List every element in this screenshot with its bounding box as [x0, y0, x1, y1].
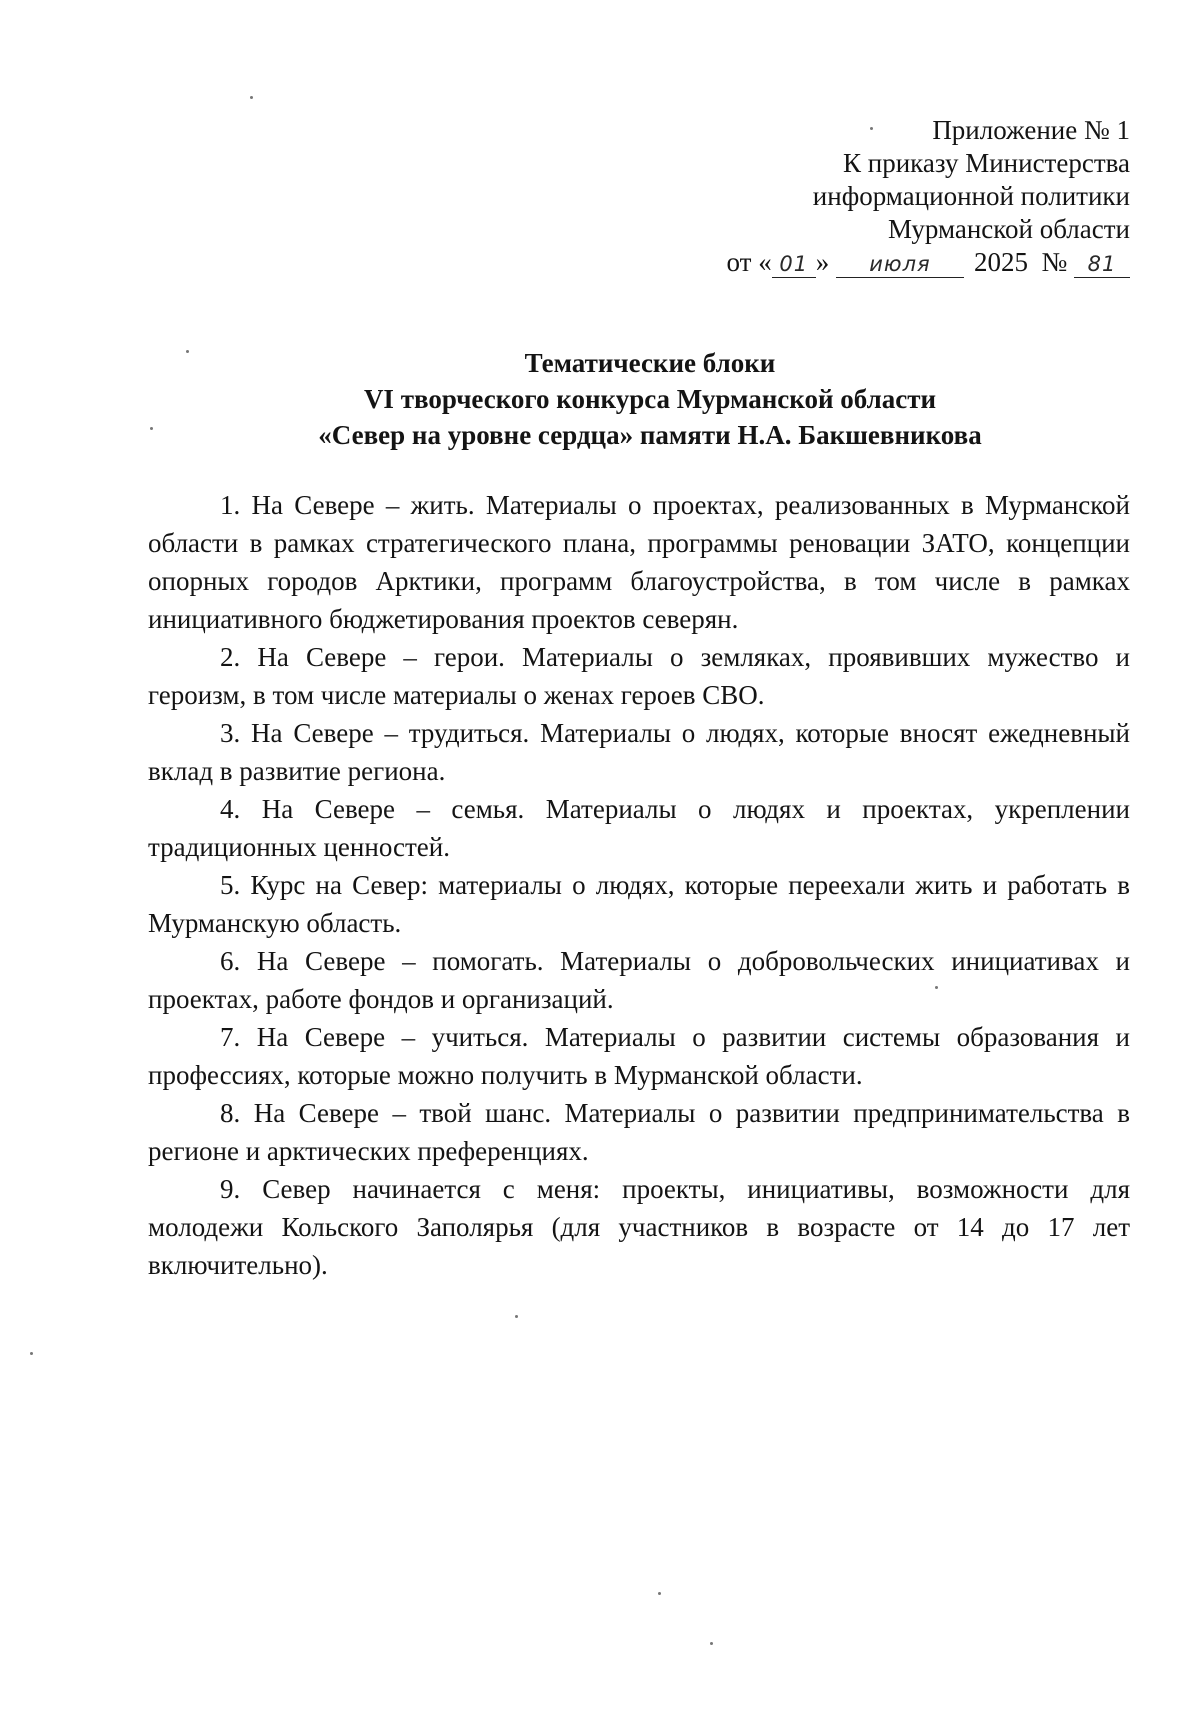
list-item: 2. На Севере – герои. Материалы о земляках, проявивших мужество и героизм, в том числе материалы о женах героев СВО.: [148, 642, 1130, 710]
list-item: 1. На Севере – жить. Материалы о проектах, реализованных в Мурманской области в рамках стратегического плана, программы реновации ЗАТО, концепции опорных городов Арктики, программ благоустройства, в том числе в рамках инициативного бюджетирования проектов северян.: [148, 490, 1130, 634]
order-line: К приказу Министерства: [843, 148, 1130, 178]
scan-speck: [250, 96, 253, 99]
document-title: [100, 345, 1200, 453]
date-day-value: 01: [779, 252, 809, 276]
number-sign: №: [1041, 247, 1068, 277]
scan-speck: [935, 986, 938, 989]
date-prefix: от «: [726, 247, 772, 277]
scan-speck: [150, 427, 153, 430]
scan-speck: [186, 350, 189, 353]
date-year: 2025: [973, 247, 1028, 277]
list-item: 9. Север начинается с меня: проекты, инициативы, возможности для молодежи Кольского Заполярья (для участников в возрасте от 14 до 17 лет включительно).: [148, 1174, 1130, 1280]
title-line-1: Тематические блоки: [524, 348, 776, 378]
region-line: Мурманской области: [888, 214, 1130, 244]
list-item: 3. На Севере – трудиться. Материалы о людях, которые вносят ежедневный вклад в развитие региона.: [148, 718, 1130, 786]
scan-speck: [658, 1592, 661, 1595]
list-item: 5. Курс на Север: материалы о людях, которые переехали жить и работать в Мурманскую область.: [148, 870, 1130, 938]
scan-speck: [30, 1352, 33, 1355]
list-item: 7. На Севере – учиться. Материалы о развитии системы образования и профессиях, которые можно получить в Мурманской области.: [148, 1022, 1130, 1090]
title-line-3: «Север на уровне сердца» памяти Н.А. Бакшевникова: [318, 420, 982, 450]
appendix-header: [640, 114, 1130, 279]
appendix-label: Приложение № 1: [932, 115, 1130, 145]
scan-speck: [870, 127, 873, 130]
thematic-blocks-list: [148, 486, 1130, 1284]
list-item: 8. На Севере – твой шанс. Материалы о развитии предпринимательства в регионе и арктических преференциях.: [148, 1098, 1130, 1166]
date-month-value: июля: [869, 252, 931, 276]
date-quote-close: »: [815, 247, 830, 277]
scan-speck: [710, 1642, 713, 1645]
order-number-value: 81: [1087, 252, 1117, 276]
scan-speck: [515, 1315, 518, 1318]
order-date-line: [640, 246, 1130, 279]
ministry-line: информационной политики: [812, 181, 1130, 211]
list-item: 6. На Севере – помогать. Материалы о добровольческих инициативах и проектах, работе фондов и организаций.: [148, 946, 1130, 1014]
order-number-handwritten: [1074, 249, 1130, 278]
title-line-2: VI творческого конкурса Мурманской области: [363, 384, 937, 414]
date-month-handwritten: [836, 249, 964, 278]
list-item: 4. На Севере – семья. Материалы о людях и проектах, укреплении традиционных ценностей.: [148, 794, 1130, 862]
date-day-handwritten: [772, 249, 816, 278]
